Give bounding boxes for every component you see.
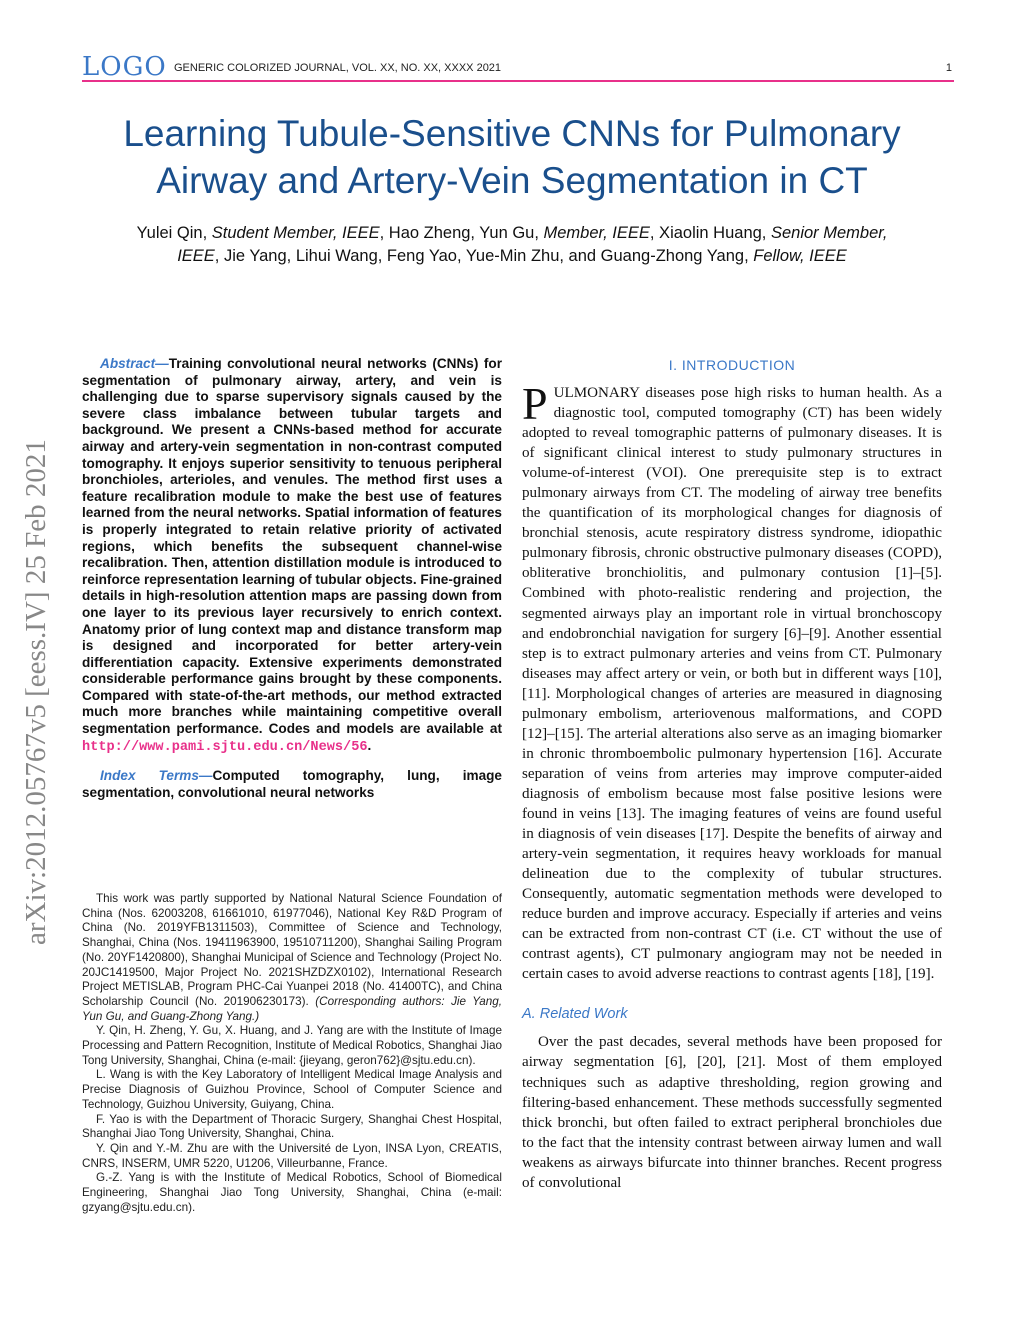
title-line: Airway and Artery-Vein Segmentation in CT [156, 160, 868, 201]
journal-name: GENERIC COLORIZED JOURNAL, VOL. XX, NO. XX, XXXX 2021 [174, 62, 502, 74]
journal-logo: LOGO [82, 52, 167, 82]
abstract-text: Training convolutional neural networks (CNNs) for segmentation of pulmonary airway, artery, and vein is challenging due to sparse supervisory signals caused by the severe class imbalance between tubular targets and background. We present a CNNs-based method for accurate airway and artery-vein segmentation in non-contrast computed tomography. It enjoys superior sensitivity to tenuous peripheral bronchioles, arterioles, and venules. The method first uses a feature recalibration module to make the best use of features learned from the neural networks. Spatial information of features is properly integrated to retain relative priority of activated regions, which benefits the subsequent channel-wise recalibration. Then, attention distillation module is introduced to reinforce representation learning of tubular objects. Fine-grained details in high-resolution attention maps are passing down from one layer to its previous layer recursively to enrich context. Anatomy prior of lung context map and distance transform map is designed and incorporated for better artery-vein differentiation capacity. Extensive experiments demonstrated considerable performance gains brought by these components. Compared with state-of-the-art methods, our method extracted much more branches while maintaining competitive overall segmentation performance. Codes and models are available at [82, 356, 502, 737]
affiliation-note: G.-Z. Yang is with the Institute of Medical Robotics, School of Biomedical Engineering, Shanghai Jiao Tong University, Shanghai, China (e-mail: gzyang@sjtu.edu.cn). [82, 1171, 502, 1214]
author-line: IEEE, Jie Yang, Lihui Wang, Feng Yao, Yue-Min Zhu, and Guang-Zhong Yang, Fellow, IEEE [177, 247, 847, 265]
affiliation-note: F. Yao is with the Department of Thoracic Surgery, Shanghai Chest Hospital, Shanghai Jiao Tong University, Shanghai, China. [82, 1112, 502, 1141]
related-work-paragraph: Over the past decades, several methods have been proposed for airway segmentation [6], [20], [21]. Most of them employed techniques such as adaptive thresholding, region growing and filtering-based enhancement. These methods successfully segmented thick bronchi, but often failed to extract peripheral bronchioles due to the fact that the intensity contrast between airway lumen and wall weakens as airways bifurcate into thinner branches. Recent progress of convolutional [522, 1034, 942, 1191]
funding-text: This work was partly supported by National Natural Science Foundation of China (Nos. 62003208, 61661010, 61977046), National Key R&D Program of China (No. 2019YFB1311503), Committee of Science and Technology, Shanghai, China (Nos. 19411963900, 19510711200), Shanghai Sailing Program (No. 20YF1420800), Shanghai Municipal of Science and Technology (Project No. 20JC1419500, Major Project No. 2021SHZDZX0102), International Research Project METISLAB, Program PHC-Cai Yuanpei 2018 (No. 41400TC), and China Scholarship Council (No. 201906230173). [82, 892, 502, 1008]
abstract-block [82, 356, 502, 801]
drop-cap: P [522, 378, 548, 429]
funding-note [82, 892, 502, 1024]
index-terms [82, 768, 502, 801]
right-column [522, 356, 942, 1193]
affiliation-note: Y. Qin, H. Zheng, Y. Gu, X. Huang, and J. Yang are with the Institute of Image Processing and Pattern Recognition, Institute of Medical Robotics, Shanghai Jiao Tong University, Shanghai, China (e-mail: {jieyang, geron762}@sjtu.edu.cn). [82, 1024, 502, 1067]
page-header [82, 52, 954, 82]
title-line: Learning Tubule-Sensitive CNNs for Pulmonary [123, 113, 901, 154]
index-terms-label: Index Terms— [100, 768, 213, 784]
corresponding-authors: (Corresponding authors: Jie Yang, Yun Gu, and Guang-Zhong Yang.) [82, 994, 502, 1023]
intro-paragraph [522, 378, 942, 984]
section-heading: I. INTRODUCTION [668, 357, 796, 373]
code-link[interactable]: http://www.pami.sjtu.edu.cn/News/56 [82, 739, 368, 755]
author-line: Yulei Qin, Student Member, IEEE, Hao Zheng, Yun Gu, Member, IEEE, Xiaolin Huang, Senior Member, [136, 224, 888, 242]
author-list [60, 222, 964, 268]
abstract-paragraph [82, 356, 502, 756]
page-number: 1 [945, 62, 952, 74]
affiliation-note: Y. Qin and Y.-M. Zhu are with the Université de Lyon, INSA Lyon, CREATIS, CNRS, INSERM, UMR 5220, U1206, Villeurbanne, France. [82, 1141, 502, 1170]
abstract-label: Abstract— [100, 356, 169, 371]
paper-title [60, 110, 964, 204]
intro-text: ULMONARY diseases pose high risks to human health. As a diagnostic tool, computed tomography (CT) has been widely adopted to reveal tomographic patterns of pulmonary diseases. It is of significant clinical interest to study pulmonary structures in volume-of-interest (VOI). One prerequisite step is to extract pulmonary airways from CT. The modeling of airway tree benefits the quantification of its morphological changes for diagnosis of bronchial stenosis, acute respiratory distress syndrome, idiopathic pulmonary fibrosis, chronic obstructive pulmonary diseases (COPD), obliterative bronchiolitis, and pulmonary contusion [1]–[5]. Combined with photo-realistic rendering and projection, the segmented airways play an important role in virtual bronchoscopy and endobronchial navigation for surgery [6]–[9]. Another essential step is to extract pulmonary arteries and veins from CT. Pulmonary diseases may affect artery or vein, or both but in different ways [10], [11]. Morphological changes of arteries are measured in diagnosing pulmonary embolism, arteriovenous malformations, and COPD [12]–[15]. The arterial alterations also serve as an imaging biomarker in chronic thromboembolic pulmonary hypertension [16]. Accurate separation of veins from arteries may improve computer-aided diagnosis of embolism because most false positive lesions were found in veins [13]. The imaging features of veins are found useful in diagnosis of vein diseases [17]. Despite the benefits of airway and artery-vein segmentation, it requires heavy workloads for manual delineation due to the complexity of tubular structures. Consequently, automatic segmentation methods were developed to reduce burden and improve accuracy. Especially if arteries and veins can be extracted from non-contrast CT (i.e. CT without the use of contrast agents), CT pulmonary angiogram may not be needed in certain cases to avoid adverse reactions to contrast agents [18], [19]. [522, 385, 942, 983]
affiliation-note: L. Wang is with the Key Laboratory of Intelligent Medical Image Analysis and Precise Diagnosis of Guizhou Province, School of Computer Science and Technology, Guizhou University, Guiyang, China. [82, 1068, 502, 1111]
index-terms-text: Computed tomography, lung, image segmentation, convolutional neural networks [82, 768, 502, 800]
abstract-end: . [367, 737, 372, 753]
footnotes [82, 892, 502, 1215]
arxiv-stamp: arXiv:2012.05767v5 [eess.IV] 25 Feb 2021 [20, 439, 52, 945]
subsection-heading: A. Related Work [522, 1006, 628, 1023]
